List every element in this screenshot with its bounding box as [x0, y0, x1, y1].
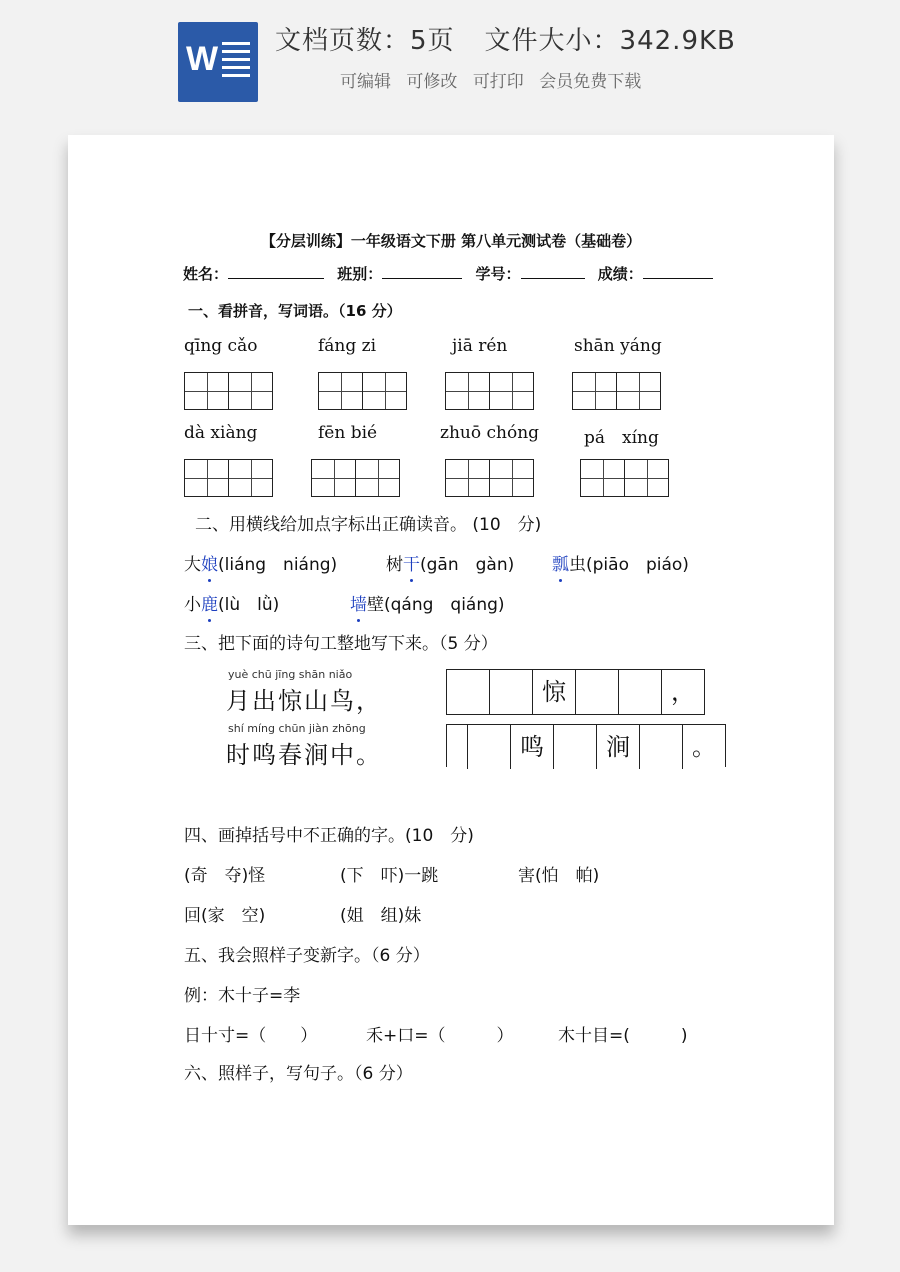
file-size: 文件大小：342.9KB	[484, 26, 736, 56]
pinyin-8: pá xíng	[584, 428, 659, 448]
section-2-heading: 二、用横线给加点字标出正确读音。 (10 分)	[195, 515, 542, 535]
document-title: 【分层训练】一年级语文下册 第八单元测试卷（基础卷）	[260, 232, 642, 250]
reading-item-5: 墙 壁(qáng qiáng)	[350, 590, 505, 615]
copy-grid-line-2[interactable]: 鸣 涧 。	[446, 724, 726, 767]
new-char-item-2: 禾+口=（ ）	[366, 1026, 514, 1046]
class-blank[interactable]	[382, 264, 462, 279]
doc-banner	[0, 0, 900, 115]
choice-item-2: (下 吓)一跳	[340, 866, 439, 886]
pinyin-2: fáng zi	[318, 336, 377, 356]
poem-line-2-pinyin: shí míng chūn jiàn zhōng	[228, 722, 366, 735]
dotted-char: 瓢	[552, 555, 569, 575]
dotted-char: 鹿	[201, 595, 218, 615]
pinyin-6: fēn bié	[318, 423, 378, 443]
banner-features	[340, 67, 651, 92]
id-label: 学号：	[475, 265, 521, 283]
example-line: 例：木十子=李	[184, 986, 301, 1006]
feature-printable: 可打印	[472, 72, 524, 92]
name-label: 姓名：	[183, 265, 229, 283]
section-6-heading: 六、照样子，写句子。（6 分）	[184, 1064, 413, 1084]
poem-line-1-pinyin: yuè chū jīng shān niǎo	[228, 668, 353, 681]
new-char-item-3: 木十目=( )	[558, 1026, 688, 1046]
page-count: 文档页数：5页	[275, 26, 455, 56]
choice-item-3: 害(怕 帕)	[518, 866, 600, 886]
feature-free-download: 会员免费下载	[539, 72, 642, 92]
reading-item-2: 树干 (gān gàn)	[386, 550, 514, 575]
id-blank[interactable]	[521, 264, 585, 279]
section-3-heading: 三、把下面的诗句工整地写下来。（5 分）	[184, 634, 498, 654]
reading-item-3: 瓢 虫(piāo piáo)	[552, 550, 689, 575]
dotted-char: 干	[403, 555, 420, 575]
dotted-char: 墙	[350, 595, 367, 615]
writing-grid-7[interactable]	[445, 459, 534, 497]
poem-line-1: 月出惊山鸟，	[226, 687, 382, 715]
writing-grid-4[interactable]	[572, 372, 661, 410]
student-info-row	[183, 263, 721, 284]
name-blank[interactable]	[228, 264, 324, 279]
choice-item-1: (奇 夺)怪	[184, 866, 266, 886]
class-label: 班别：	[337, 265, 383, 283]
document-page	[68, 135, 834, 1225]
new-char-item-1: 日十寸=（ ）	[184, 1026, 318, 1046]
score-blank[interactable]	[643, 264, 713, 279]
reading-item-1: 大娘 (liáng niáng)	[184, 550, 337, 575]
score-label: 成绩：	[597, 265, 643, 283]
writing-grid-6[interactable]	[311, 459, 400, 497]
section-4-heading: 四、画掉括号中不正确的字。(10 分)	[184, 826, 474, 846]
writing-grid-3[interactable]	[445, 372, 534, 410]
reading-item-4: 小鹿 (lù lǜ)	[184, 590, 279, 615]
writing-grid-8[interactable]	[580, 459, 669, 497]
writing-grid-1[interactable]	[184, 372, 273, 410]
pinyin-3: jiā rén	[452, 336, 508, 356]
choice-item-5: (姐 组)妹	[340, 906, 422, 926]
writing-grid-5[interactable]	[184, 459, 273, 497]
feature-modifiable: 可修改	[406, 72, 458, 92]
pinyin-4: shān yáng	[574, 336, 662, 356]
pinyin-7: zhuō chóng	[440, 423, 540, 443]
banner-title	[275, 20, 736, 57]
section-1-heading: 一、看拼音，写词语。（16 分）	[188, 302, 402, 320]
choice-item-4: 回(家 空)	[184, 906, 266, 926]
section-5-heading: 五、我会照样子变新字。（6 分）	[184, 946, 430, 966]
pinyin-1: qīng cǎo	[184, 336, 258, 356]
pinyin-5: dà xiàng	[184, 423, 258, 443]
word-file-icon: W	[178, 22, 258, 102]
feature-editable: 可编辑	[340, 72, 391, 92]
writing-grid-2[interactable]	[318, 372, 407, 410]
copy-grid-line-1[interactable]: 惊 ，	[446, 669, 705, 715]
dotted-char: 娘	[201, 555, 218, 575]
poem-line-2: 时鸣春涧中。	[226, 741, 382, 769]
